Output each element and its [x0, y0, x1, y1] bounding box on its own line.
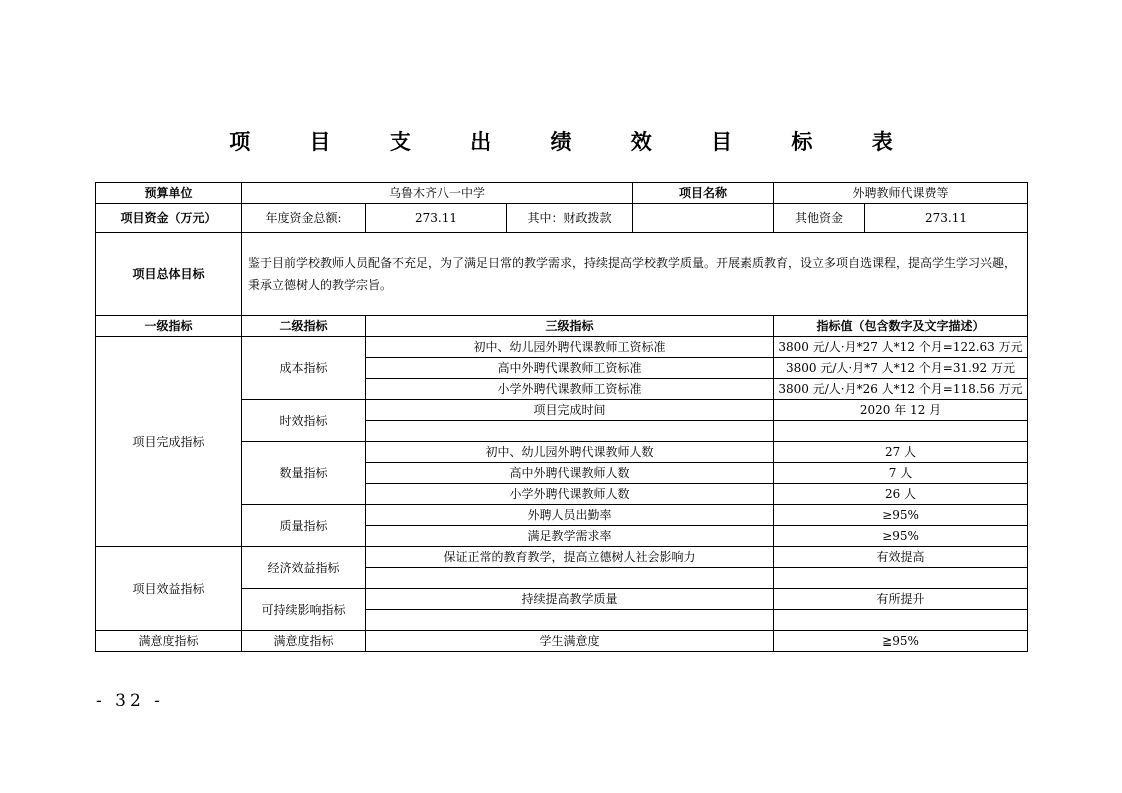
- table-row: [96, 547, 1028, 568]
- level3-indicator: [366, 568, 774, 589]
- level3-indicator: 高中外聘代课教师人数: [366, 463, 774, 484]
- budget-unit-value: 乌鲁木齐八一中学: [242, 183, 633, 204]
- overall-goal-row: [96, 233, 1028, 316]
- fiscal-allocation-label: 其中：财政拨款: [507, 204, 633, 233]
- indicator-value: [774, 568, 1028, 589]
- level3-indicator: [366, 610, 774, 631]
- project-name-value: 外聘教师代课费等: [774, 183, 1028, 204]
- level3-indicator: 保证正常的教育教学，提高立德树人社会影响力: [366, 547, 774, 568]
- project-name-label: 项目名称: [633, 183, 774, 204]
- project-funds-row: [96, 204, 1028, 233]
- indicator-value: 3800 元/人·月*26 人*12 个月=118.56 万元: [774, 379, 1028, 400]
- indicator-value: ≥95%: [774, 526, 1028, 547]
- level3-indicator: 初中、幼儿园外聘代课教师工资标准: [366, 337, 774, 358]
- indicator-value: 3800 元/人·月*27 人*12 个月=122.63 万元: [774, 337, 1028, 358]
- table-header-row: [96, 316, 1028, 337]
- level3-indicator: 持续提高教学质量: [366, 589, 774, 610]
- level1-satisfaction: 满意度指标: [96, 631, 242, 652]
- fiscal-allocation-value: [633, 204, 774, 233]
- overall-goal-text: 鉴于目前学校教师人员配备不充足，为了满足日常的教学需求，持续提高学校教学质量。开展素质教育，设立多项自选课程，提高学生学习兴趣，秉承立德树人的教学宗旨。: [242, 233, 1028, 316]
- table-row: [96, 337, 1028, 358]
- level2-satisfaction: 满意度指标: [242, 631, 366, 652]
- column-header-value: 指标值（包含数字及文字描述）: [774, 316, 1028, 337]
- column-header-level2: 二级指标: [242, 316, 366, 337]
- budget-unit-row: [96, 183, 1028, 204]
- level3-indicator: 小学外聘代课教师工资标准: [366, 379, 774, 400]
- level2-quality: 质量指标: [242, 505, 366, 547]
- indicator-value: 有所提升: [774, 589, 1028, 610]
- indicator-value: 26 人: [774, 484, 1028, 505]
- indicator-value: ≥95%: [774, 505, 1028, 526]
- annual-total-value: 273.11: [366, 204, 507, 233]
- column-header-level3: 三级指标: [366, 316, 774, 337]
- level3-indicator: 项目完成时间: [366, 400, 774, 421]
- level3-indicator: 高中外聘代课教师工资标准: [366, 358, 774, 379]
- level2-time: 时效指标: [242, 400, 366, 442]
- level2-economic: 经济效益指标: [242, 547, 366, 589]
- level3-indicator: 初中、幼儿园外聘代课教师人数: [366, 442, 774, 463]
- other-funds-label: 其他资金: [774, 204, 865, 233]
- overall-goal-label: 项目总体目标: [96, 233, 242, 316]
- indicator-value: [774, 421, 1028, 442]
- budget-unit-label: 预算单位: [96, 183, 242, 204]
- level3-indicator: 外聘人员出勤率: [366, 505, 774, 526]
- indicator-value: 有效提高: [774, 547, 1028, 568]
- level1-benefit: 项目效益指标: [96, 547, 242, 631]
- performance-target-table: [95, 182, 1028, 652]
- level2-quantity: 数量指标: [242, 442, 366, 505]
- level3-indicator: [366, 421, 774, 442]
- column-header-level1: 一级指标: [96, 316, 242, 337]
- page-title: 项 目 支 出 绩 效 目 标 表: [229, 129, 919, 154]
- indicator-value: [774, 610, 1028, 631]
- indicator-value: 3800 元/人·月*7 人*12 个月=31.92 万元: [774, 358, 1028, 379]
- annual-total-label: 年度资金总额:: [242, 204, 366, 233]
- level3-indicator: 小学外聘代课教师人数: [366, 484, 774, 505]
- level2-cost: 成本指标: [242, 337, 366, 400]
- table-row: [96, 631, 1028, 652]
- level2-sustainable: 可持续影响指标: [242, 589, 366, 631]
- project-funds-label: 项目资金（万元）: [96, 204, 242, 233]
- indicator-value: 2020 年 12 月: [774, 400, 1028, 421]
- level1-completion: 项目完成指标: [96, 337, 242, 547]
- level3-indicator: 学生满意度: [366, 631, 774, 652]
- indicator-value: 27 人: [774, 442, 1028, 463]
- other-funds-value: 273.11: [865, 204, 1028, 233]
- page-number: - 32 -: [96, 691, 164, 711]
- indicator-value: ≧95%: [774, 631, 1028, 652]
- indicator-value: 7 人: [774, 463, 1028, 484]
- level3-indicator: 满足教学需求率: [366, 526, 774, 547]
